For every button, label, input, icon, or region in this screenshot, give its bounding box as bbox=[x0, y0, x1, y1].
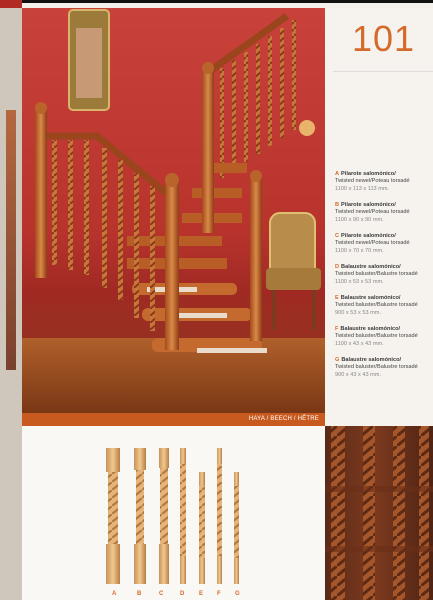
spec-translation: Twisted newel/Poteau torsadé bbox=[335, 178, 410, 185]
top-edge bbox=[22, 0, 433, 3]
staircase-photo bbox=[22, 8, 325, 413]
spec-item-g bbox=[335, 357, 433, 379]
spec-name: Balaustre salomónico/ bbox=[341, 357, 402, 363]
baluster-f bbox=[217, 448, 222, 584]
label-b: B bbox=[137, 591, 142, 597]
label-e: E bbox=[199, 591, 204, 597]
spec-item-d bbox=[335, 264, 433, 286]
spec-letter: D bbox=[335, 264, 340, 270]
spec-translation: Twisted newel/Poteau torsadé bbox=[335, 209, 410, 216]
spec-translation: Twisted baluster/Balustre torsadé bbox=[335, 364, 418, 371]
spec-dimensions: 1100 x 53 x 53 mm. bbox=[335, 278, 384, 285]
spec-translation: Twisted baluster/Balustre torsadé bbox=[335, 302, 418, 309]
divider bbox=[333, 71, 433, 72]
spec-name: Pilarote salomónico/ bbox=[341, 202, 396, 208]
page-number: 101 bbox=[352, 18, 416, 59]
spec-dimensions: 900 x 53 x 53 mm. bbox=[335, 309, 382, 316]
spec-translation: Twisted baluster/Balustre torsadé bbox=[335, 271, 418, 278]
spec-name: Pilarote salomónico/ bbox=[341, 233, 396, 239]
spec-dimensions: 1100 x 70 x 70 mm. bbox=[335, 247, 384, 254]
detail-illustration bbox=[325, 426, 433, 600]
newel-b bbox=[134, 448, 146, 584]
label-d: D bbox=[180, 591, 185, 597]
spec-dimensions: 1100 x 43 x 43 mm. bbox=[335, 340, 384, 347]
baluster-g bbox=[234, 472, 239, 584]
spec-translation: Twisted newel/Poteau torsadé bbox=[335, 240, 410, 247]
material-caption: HAYA / BEECH / HÊTRE bbox=[248, 416, 319, 422]
spec-name: Pilarote salomónico/ bbox=[341, 171, 396, 177]
product-illustration bbox=[22, 426, 325, 600]
spec-item-a bbox=[335, 171, 433, 193]
spec-name: Balaustre salomónico/ bbox=[340, 295, 401, 301]
detail-photo bbox=[325, 426, 433, 600]
label-c: C bbox=[159, 591, 164, 597]
spec-dimensions: 900 x 43 x 43 mm. bbox=[335, 371, 382, 378]
previous-page-edge bbox=[0, 0, 22, 600]
spec-item-b bbox=[335, 202, 433, 224]
spec-letter: B bbox=[335, 202, 340, 208]
spec-name: Balaustre salomónico/ bbox=[340, 326, 401, 332]
newel-c bbox=[159, 448, 169, 584]
spec-dimensions: 1100 x 113 x 113 mm. bbox=[335, 185, 390, 192]
spec-letter: A bbox=[335, 171, 340, 177]
spec-name: Balaustre salomónico/ bbox=[341, 264, 401, 270]
staircase-illustration bbox=[22, 8, 325, 413]
upper-balusters bbox=[220, 20, 296, 178]
spec-translation: Twisted baluster/Balustre torsadé bbox=[335, 333, 418, 340]
mirror-glass bbox=[76, 28, 102, 98]
baluster-d bbox=[180, 448, 186, 584]
product-lineup bbox=[22, 426, 325, 600]
newel-a bbox=[106, 448, 120, 584]
label-a: A bbox=[112, 591, 117, 597]
material-caption-bar bbox=[22, 413, 325, 426]
label-g: G bbox=[235, 591, 240, 597]
baluster-e bbox=[199, 472, 205, 584]
spec-letter: C bbox=[335, 233, 340, 239]
spec-item-f bbox=[335, 326, 433, 348]
label-f: F bbox=[217, 591, 221, 597]
spec-letter: E bbox=[335, 295, 339, 301]
edge-red-band bbox=[0, 0, 22, 8]
spec-item-e bbox=[335, 295, 433, 317]
spec-letter: F bbox=[335, 326, 339, 332]
stair-treads bbox=[127, 163, 267, 353]
spec-item-c bbox=[335, 233, 433, 255]
edge-newel-image bbox=[6, 110, 16, 370]
wall-lamp bbox=[299, 120, 315, 136]
spec-dimensions: 1100 x 90 x 90 mm. bbox=[335, 216, 384, 223]
spec-letter: G bbox=[335, 357, 340, 363]
armchair bbox=[266, 213, 321, 330]
